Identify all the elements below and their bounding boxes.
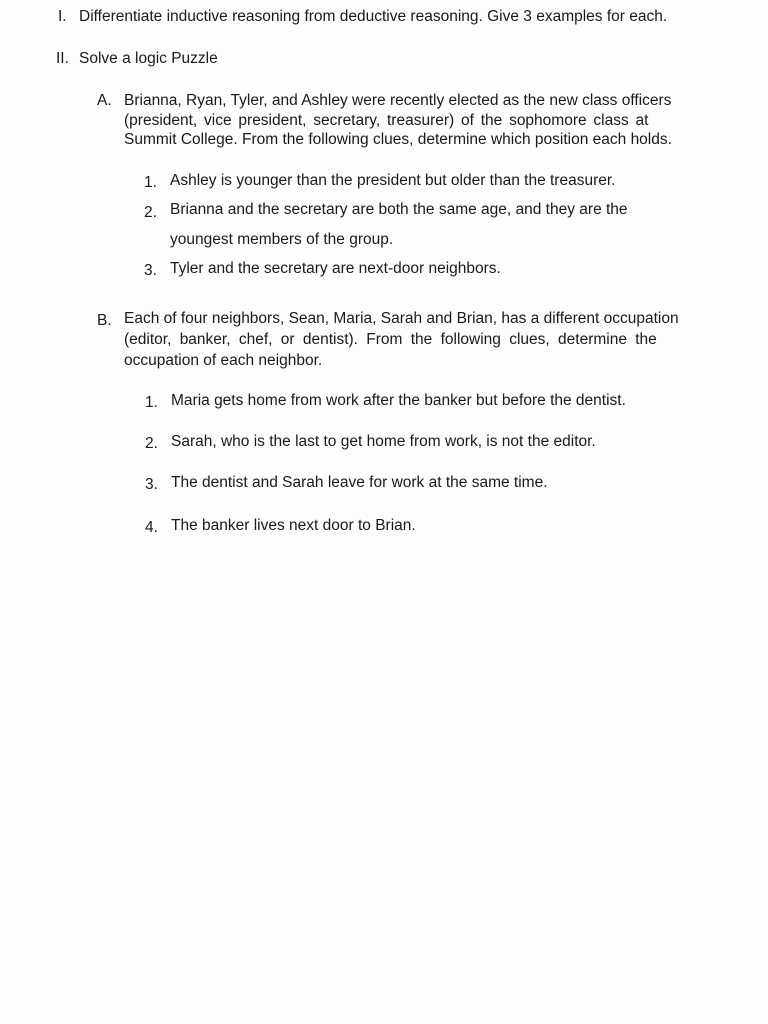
puzzle-b-letter: B. [97,312,112,329]
puzzle-b-clue-4-text: The banker lives next door to Brian. [171,517,416,534]
puzzle-a-line-1: Brianna, Ryan, Tyler, and Ashley were recently elected as the new class officers [124,92,672,109]
section-1-number: I. [58,8,67,25]
puzzle-a-clue-1-number: 1. [144,174,157,191]
puzzle-a-line-2: (president, vice president, secretary, treasurer) of the sophomore class at [124,112,649,129]
puzzle-a-clue-3-text: Tyler and the secretary are next-door neighbors. [170,260,501,277]
puzzle-b-line-2: (editor, banker, chef, or dentist). From the following clues, determine the [124,331,657,348]
puzzle-b-line-1: Each of four neighbors, Sean, Maria, Sarah and Brian, has a different occupation [124,310,679,327]
puzzle-b-clue-3-number: 3. [145,476,158,493]
section-2-number: II. [56,50,69,67]
puzzle-a-clue-2-text-cont: youngest members of the group. [170,231,394,248]
puzzle-b-line-3: occupation of each neighbor. [124,352,323,369]
puzzle-a-clue-2-text: Brianna and the secretary are both the same age, and they are the [170,201,628,218]
section-2-text: Solve a logic Puzzle [79,50,218,67]
puzzle-a-clue-3-number: 3. [144,262,157,279]
puzzle-a-clue-1-text: Ashley is younger than the president but older than the treasurer. [170,172,616,189]
puzzle-b-clue-1-text: Maria gets home from work after the banker but before the dentist. [171,392,626,409]
puzzle-b-clue-2-number: 2. [145,435,158,452]
puzzle-a-letter: A. [97,92,112,109]
puzzle-b-clue-1-number: 1. [145,394,158,411]
puzzle-a-line-3: Summit College. From the following clues, determine which position each holds. [124,131,672,148]
puzzle-b-clue-4-number: 4. [145,519,158,536]
puzzle-a-clue-2-number: 2. [144,204,157,221]
puzzle-b-clue-3-text: The dentist and Sarah leave for work at the same time. [171,474,548,491]
puzzle-b-clue-2-text: Sarah, who is the last to get home from work, is not the editor. [171,433,596,450]
section-1-text: Differentiate inductive reasoning from deductive reasoning. Give 3 examples for each. [79,8,668,25]
